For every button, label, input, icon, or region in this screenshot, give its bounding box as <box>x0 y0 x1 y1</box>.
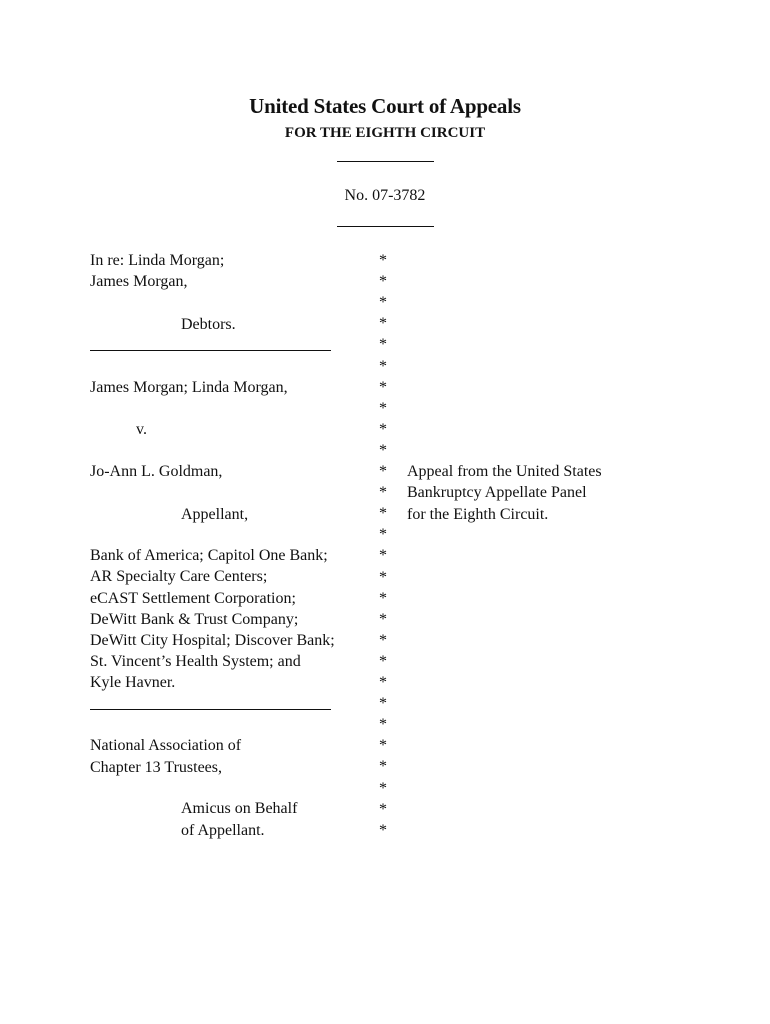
divider-asterisk: * <box>379 800 387 818</box>
divider-asterisk: * <box>379 695 387 713</box>
divider-asterisk: * <box>379 273 387 291</box>
appeal-note-line: for the Eighth Circuit. <box>407 506 549 523</box>
divider-asterisk: * <box>379 505 387 523</box>
appellee-line: Kyle Havner. <box>90 674 176 691</box>
divider-asterisk: * <box>379 589 387 607</box>
divider-asterisk: * <box>379 420 387 438</box>
case-number: No. 07-3782 <box>344 187 426 204</box>
appellant-name: Jo-Ann L. Goldman, <box>90 463 223 480</box>
divider-asterisk: * <box>379 631 387 649</box>
divider-asterisk: * <box>379 315 387 333</box>
divider-asterisk: * <box>379 441 387 459</box>
appellee-line: AR Specialty Care Centers; <box>90 568 268 585</box>
divider-asterisk: * <box>379 399 387 417</box>
appeal-note-line: Bankruptcy Appellate Panel <box>407 484 587 501</box>
appellee-line: DeWitt Bank & Trust Company; <box>90 611 299 628</box>
divider-asterisk: * <box>379 378 387 396</box>
amicus-line-1: National Association of <box>90 737 242 754</box>
divider-asterisk: * <box>379 463 387 480</box>
divider-asterisk: * <box>379 716 387 734</box>
appellee-line: DeWitt City Hospital; Discover Bank; <box>90 632 335 649</box>
circuit-heading: FOR THE EIGHTH CIRCUIT <box>284 125 486 141</box>
appellee-line: Bank of America; Capitol One Bank; <box>90 547 328 564</box>
debtors-role: Debtors. <box>181 316 236 333</box>
divider-asterisk: * <box>379 484 387 502</box>
divider-asterisk: * <box>379 758 387 776</box>
appeal-note-line: Appeal from the United States <box>407 463 602 480</box>
plaintiffs-line: James Morgan; Linda Morgan, <box>90 379 288 396</box>
amicus-role-line-2: of Appellant. <box>181 822 265 839</box>
divider-asterisk: * <box>379 336 387 354</box>
appellant-role: Appellant, <box>181 506 249 523</box>
divider-asterisk: * <box>379 652 387 670</box>
divider-asterisk: * <box>379 357 387 375</box>
amicus-role-line-1: Amicus on Behalf <box>181 800 298 817</box>
court-title: United States Court of Appeals <box>249 94 521 118</box>
divider-asterisk: * <box>379 779 387 797</box>
divider-asterisk: * <box>379 821 387 839</box>
appellee-line: eCAST Settlement Corporation; <box>90 590 296 607</box>
divider-asterisk: * <box>379 737 387 755</box>
divider-asterisk: * <box>379 568 387 586</box>
divider-asterisk: * <box>379 610 387 628</box>
debtors-line-1: In re: Linda Morgan; <box>90 252 225 269</box>
header-divider-top <box>337 161 434 162</box>
divider-asterisk: * <box>379 526 387 544</box>
caption-rule-1 <box>90 350 331 351</box>
amicus-line-2: Chapter 13 Trustees, <box>90 759 222 776</box>
divider-asterisk: * <box>379 252 387 269</box>
divider-asterisk: * <box>379 547 387 565</box>
appellee-line: St. Vincent’s Health System; and <box>90 653 301 670</box>
caption-rule-2 <box>90 709 331 710</box>
header-divider-bottom <box>337 226 434 227</box>
divider-asterisk: * <box>379 294 387 312</box>
divider-asterisk: * <box>379 674 387 691</box>
debtors-line-2: James Morgan, <box>90 273 188 290</box>
versus-label: v. <box>136 421 147 438</box>
